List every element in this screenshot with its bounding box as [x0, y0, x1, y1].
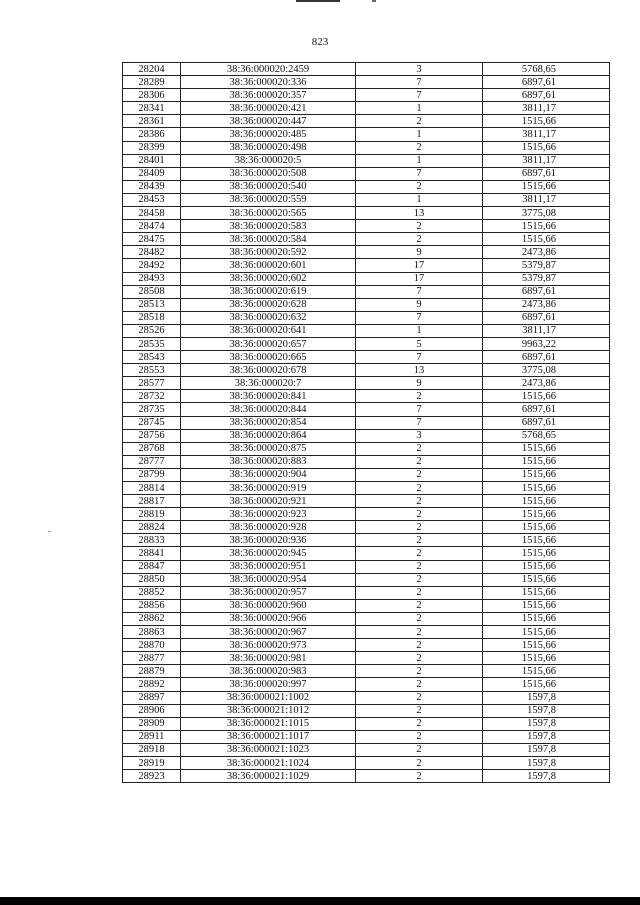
row-number-cell: 28892: [123, 678, 181, 691]
amount-cell: 1515,66: [483, 442, 610, 455]
amount-cell: 1515,66: [483, 586, 610, 599]
cadastral-number-cell: 38:36:000020:485: [181, 128, 356, 141]
quantity-cell: 17: [356, 272, 483, 285]
cadastral-number-cell: 38:36:000020:919: [181, 482, 356, 495]
row-number-cell: 28535: [123, 337, 181, 350]
row-number-cell: 28409: [123, 167, 181, 180]
amount-cell: 6897,61: [483, 351, 610, 364]
row-number-cell: 28513: [123, 298, 181, 311]
quantity-cell: 2: [356, 612, 483, 625]
table-row: [123, 403, 610, 416]
table-row: [123, 560, 610, 573]
cadastral-number-cell: 38:36:000020:7: [181, 377, 356, 390]
row-number-cell: 28526: [123, 324, 181, 337]
row-number-cell: 28877: [123, 652, 181, 665]
amount-cell: 1515,66: [483, 482, 610, 495]
quantity-cell: 2: [356, 141, 483, 154]
amount-cell: 1515,66: [483, 560, 610, 573]
row-number-cell: 28458: [123, 207, 181, 220]
table-row: [123, 193, 610, 206]
table-row: [123, 180, 610, 193]
row-number-cell: 28399: [123, 141, 181, 154]
cadastral-number-cell: 38:36:000020:540: [181, 180, 356, 193]
quantity-cell: 2: [356, 586, 483, 599]
quantity-cell: 1: [356, 102, 483, 115]
table-row: [123, 482, 610, 495]
amount-cell: 1515,66: [483, 390, 610, 403]
cadastral-number-cell: 38:36:000020:559: [181, 193, 356, 206]
cadastral-number-cell: 38:36:000020:2459: [181, 63, 356, 76]
cadastral-number-cell: 38:36:000020:954: [181, 573, 356, 586]
table-row: [123, 272, 610, 285]
quantity-cell: 9: [356, 377, 483, 390]
table-row: [123, 704, 610, 717]
table-body: [123, 63, 610, 783]
table-row: [123, 455, 610, 468]
quantity-cell: 3: [356, 63, 483, 76]
quantity-cell: 2: [356, 665, 483, 678]
row-number-cell: 28768: [123, 442, 181, 455]
amount-cell: 6897,61: [483, 311, 610, 324]
table-row: [123, 547, 610, 560]
quantity-cell: 2: [356, 534, 483, 547]
amount-cell: 5379,87: [483, 259, 610, 272]
amount-cell: 5768,65: [483, 63, 610, 76]
cadastral-number-cell: 38:36:000020:967: [181, 626, 356, 639]
table-row: [123, 285, 610, 298]
quantity-cell: 7: [356, 167, 483, 180]
cadastral-number-cell: 38:36:000020:447: [181, 115, 356, 128]
row-number-cell: 28735: [123, 403, 181, 416]
amount-cell: 1597,8: [483, 770, 610, 783]
quantity-cell: 7: [356, 311, 483, 324]
cadastral-number-cell: 38:36:000020:508: [181, 167, 356, 180]
quantity-cell: 2: [356, 115, 483, 128]
table-row: [123, 311, 610, 324]
cadastral-number-cell: 38:36:000020:565: [181, 207, 356, 220]
cadastral-number-cell: 38:36:000020:983: [181, 665, 356, 678]
table-row: [123, 141, 610, 154]
table-row: [123, 416, 610, 429]
quantity-cell: 2: [356, 180, 483, 193]
table-row: [123, 743, 610, 756]
quantity-cell: 2: [356, 639, 483, 652]
amount-cell: 1515,66: [483, 115, 610, 128]
amount-cell: 3811,17: [483, 102, 610, 115]
cadastral-number-cell: 38:36:000020:921: [181, 495, 356, 508]
amount-cell: 1515,66: [483, 639, 610, 652]
table-row: [123, 324, 610, 337]
table-row: [123, 154, 610, 167]
cadastral-number-cell: 38:36:000020:421: [181, 102, 356, 115]
amount-cell: 1515,66: [483, 626, 610, 639]
cadastral-number-cell: 38:36:000020:583: [181, 220, 356, 233]
amount-cell: 1597,8: [483, 730, 610, 743]
table-row: [123, 76, 610, 89]
row-number-cell: 28386: [123, 128, 181, 141]
bottom-scan-bar: [0, 897, 640, 905]
amount-cell: 1515,66: [483, 495, 610, 508]
cadastral-number-cell: 38:36:000020:678: [181, 364, 356, 377]
row-number-cell: 28833: [123, 534, 181, 547]
table-row: [123, 207, 610, 220]
cadastral-number-cell: 38:36:000020:957: [181, 586, 356, 599]
quantity-cell: 2: [356, 220, 483, 233]
table-row: [123, 770, 610, 783]
quantity-cell: 2: [356, 678, 483, 691]
row-number-cell: 28475: [123, 233, 181, 246]
quantity-cell: 2: [356, 233, 483, 246]
quantity-cell: 2: [356, 599, 483, 612]
amount-cell: 1597,8: [483, 691, 610, 704]
quantity-cell: 2: [356, 442, 483, 455]
row-number-cell: 28732: [123, 390, 181, 403]
row-number-cell: 28361: [123, 115, 181, 128]
quantity-cell: 2: [356, 770, 483, 783]
cadastral-number-cell: 38:36:000020:854: [181, 416, 356, 429]
quantity-cell: 2: [356, 495, 483, 508]
cadastral-number-cell: 38:36:000020:864: [181, 429, 356, 442]
row-number-cell: 28847: [123, 560, 181, 573]
table-row: [123, 442, 610, 455]
cadastral-number-cell: 38:36:000020:936: [181, 534, 356, 547]
row-number-cell: 28841: [123, 547, 181, 560]
amount-cell: 5379,87: [483, 272, 610, 285]
row-number-cell: 28518: [123, 311, 181, 324]
row-number-cell: 28897: [123, 691, 181, 704]
row-number-cell: 28577: [123, 377, 181, 390]
amount-cell: 1515,66: [483, 220, 610, 233]
table-row: [123, 468, 610, 481]
table-row: [123, 89, 610, 102]
quantity-cell: 2: [356, 756, 483, 769]
quantity-cell: 2: [356, 743, 483, 756]
quantity-cell: 7: [356, 351, 483, 364]
amount-cell: 1515,66: [483, 233, 610, 246]
amount-cell: 6897,61: [483, 76, 610, 89]
amount-cell: 1515,66: [483, 455, 610, 468]
quantity-cell: 13: [356, 364, 483, 377]
cadastral-number-cell: 38:36:000020:628: [181, 298, 356, 311]
row-number-cell: 28862: [123, 612, 181, 625]
table-row: [123, 351, 610, 364]
page-number: 823: [311, 36, 329, 48]
quantity-cell: 2: [356, 717, 483, 730]
cadastral-number-cell: 38:36:000020:981: [181, 652, 356, 665]
row-number-cell: 28474: [123, 220, 181, 233]
amount-cell: 1597,8: [483, 756, 610, 769]
quantity-cell: 2: [356, 482, 483, 495]
cadastral-number-cell: 38:36:000020:928: [181, 521, 356, 534]
cadastral-number-cell: 38:36:000020:923: [181, 508, 356, 521]
table-row: [123, 612, 610, 625]
table-row: [123, 298, 610, 311]
quantity-cell: 2: [356, 455, 483, 468]
table-row: [123, 495, 610, 508]
row-number-cell: 28911: [123, 730, 181, 743]
row-number-cell: 28817: [123, 495, 181, 508]
row-number-cell: 28852: [123, 586, 181, 599]
quantity-cell: 5: [356, 337, 483, 350]
table-row: [123, 521, 610, 534]
amount-cell: 1515,66: [483, 468, 610, 481]
top-scan-dot: [372, 0, 376, 2]
amount-cell: 2473,86: [483, 246, 610, 259]
quantity-cell: 1: [356, 324, 483, 337]
row-number-cell: 28756: [123, 429, 181, 442]
row-number-cell: 28508: [123, 285, 181, 298]
quantity-cell: 7: [356, 76, 483, 89]
cadastral-number-cell: 38:36:000020:997: [181, 678, 356, 691]
row-number-cell: 28909: [123, 717, 181, 730]
cadastral-number-cell: 38:36:000021:1024: [181, 756, 356, 769]
amount-cell: 6897,61: [483, 403, 610, 416]
row-number-cell: 28863: [123, 626, 181, 639]
amount-cell: 2473,86: [483, 377, 610, 390]
table-row: [123, 508, 610, 521]
amount-cell: 1515,66: [483, 573, 610, 586]
cadastral-number-cell: 38:36:000020:945: [181, 547, 356, 560]
cadastral-number-cell: 38:36:000021:1002: [181, 691, 356, 704]
amount-cell: 1515,66: [483, 678, 610, 691]
cadastral-number-cell: 38:36:000020:602: [181, 272, 356, 285]
amount-cell: 1515,66: [483, 652, 610, 665]
amount-cell: 1515,66: [483, 612, 610, 625]
table-row: [123, 665, 610, 678]
amount-cell: 3811,17: [483, 128, 610, 141]
quantity-cell: 2: [356, 468, 483, 481]
amount-cell: 6897,61: [483, 89, 610, 102]
cadastral-number-cell: 38:36:000021:1017: [181, 730, 356, 743]
amount-cell: 3775,08: [483, 207, 610, 220]
row-number-cell: 28553: [123, 364, 181, 377]
quantity-cell: 1: [356, 154, 483, 167]
cadastral-number-cell: 38:36:000020:883: [181, 455, 356, 468]
amount-cell: 6897,61: [483, 416, 610, 429]
quantity-cell: 2: [356, 521, 483, 534]
cadastral-number-cell: 38:36:000020:5: [181, 154, 356, 167]
row-number-cell: 28453: [123, 193, 181, 206]
table-row: [123, 220, 610, 233]
table-row: [123, 246, 610, 259]
cadastral-number-cell: 38:36:000020:844: [181, 403, 356, 416]
cadastral-number-cell: 38:36:000021:1012: [181, 704, 356, 717]
margin-scan-mark: [48, 531, 51, 532]
amount-cell: 1515,66: [483, 508, 610, 521]
amount-cell: 1515,66: [483, 599, 610, 612]
table-row: [123, 233, 610, 246]
quantity-cell: 2: [356, 560, 483, 573]
table-row: [123, 573, 610, 586]
row-number-cell: 28306: [123, 89, 181, 102]
cadastral-number-cell: 38:36:000020:966: [181, 612, 356, 625]
row-number-cell: 28824: [123, 521, 181, 534]
amount-cell: 3775,08: [483, 364, 610, 377]
amount-cell: 9963,22: [483, 337, 610, 350]
quantity-cell: 2: [356, 626, 483, 639]
cadastral-number-cell: 38:36:000020:336: [181, 76, 356, 89]
table-row: [123, 390, 610, 403]
table-row: [123, 717, 610, 730]
quantity-cell: 9: [356, 298, 483, 311]
row-number-cell: 28814: [123, 482, 181, 495]
amount-cell: 1515,66: [483, 665, 610, 678]
table-row: [123, 364, 610, 377]
cadastral-number-cell: 38:36:000020:973: [181, 639, 356, 652]
row-number-cell: 28439: [123, 180, 181, 193]
amount-cell: 1515,66: [483, 180, 610, 193]
cadastral-number-cell: 38:36:000020:641: [181, 324, 356, 337]
table-row: [123, 534, 610, 547]
quantity-cell: 7: [356, 285, 483, 298]
row-number-cell: 28492: [123, 259, 181, 272]
quantity-cell: 17: [356, 259, 483, 272]
quantity-cell: 3: [356, 429, 483, 442]
quantity-cell: 2: [356, 730, 483, 743]
amount-cell: 6897,61: [483, 167, 610, 180]
row-number-cell: 28819: [123, 508, 181, 521]
amount-cell: 2473,86: [483, 298, 610, 311]
cadastral-number-cell: 38:36:000020:619: [181, 285, 356, 298]
cadastral-number-cell: 38:36:000020:498: [181, 141, 356, 154]
row-number-cell: 28923: [123, 770, 181, 783]
cadastral-number-cell: 38:36:000020:841: [181, 390, 356, 403]
table-row: [123, 599, 610, 612]
cadastral-number-cell: 38:36:000020:632: [181, 311, 356, 324]
table-row: [123, 102, 610, 115]
row-number-cell: 28856: [123, 599, 181, 612]
quantity-cell: 2: [356, 573, 483, 586]
cadastral-number-cell: 38:36:000020:951: [181, 560, 356, 573]
cadastral-number-cell: 38:36:000020:592: [181, 246, 356, 259]
amount-cell: 1515,66: [483, 534, 610, 547]
table-row: [123, 756, 610, 769]
row-number-cell: 28289: [123, 76, 181, 89]
row-number-cell: 28919: [123, 756, 181, 769]
quantity-cell: 7: [356, 416, 483, 429]
row-number-cell: 28493: [123, 272, 181, 285]
row-number-cell: 28918: [123, 743, 181, 756]
row-number-cell: 28543: [123, 351, 181, 364]
table-row: [123, 63, 610, 76]
amount-cell: 1597,8: [483, 717, 610, 730]
cadastral-number-cell: 38:36:000020:601: [181, 259, 356, 272]
quantity-cell: 7: [356, 89, 483, 102]
cadastral-number-cell: 38:36:000020:665: [181, 351, 356, 364]
quantity-cell: 2: [356, 691, 483, 704]
row-number-cell: 28204: [123, 63, 181, 76]
table-row: [123, 639, 610, 652]
quantity-cell: 1: [356, 193, 483, 206]
row-number-cell: 28870: [123, 639, 181, 652]
quantity-cell: 7: [356, 403, 483, 416]
cadastral-number-cell: 38:36:000021:1015: [181, 717, 356, 730]
table-row: [123, 678, 610, 691]
cadastral-number-cell: 38:36:000020:657: [181, 337, 356, 350]
data-table: [122, 62, 610, 783]
table-row: [123, 429, 610, 442]
cadastral-number-cell: 38:36:000021:1023: [181, 743, 356, 756]
cadastral-number-cell: 38:36:000020:904: [181, 468, 356, 481]
table-row: [123, 586, 610, 599]
quantity-cell: 9: [356, 246, 483, 259]
row-number-cell: 28879: [123, 665, 181, 678]
amount-cell: 3811,17: [483, 324, 610, 337]
amount-cell: 6897,61: [483, 285, 610, 298]
row-number-cell: 28777: [123, 455, 181, 468]
cadastral-number-cell: 38:36:000020:875: [181, 442, 356, 455]
quantity-cell: 2: [356, 652, 483, 665]
row-number-cell: 28850: [123, 573, 181, 586]
quantity-cell: 2: [356, 704, 483, 717]
table-row: [123, 167, 610, 180]
quantity-cell: 13: [356, 207, 483, 220]
amount-cell: 1515,66: [483, 141, 610, 154]
row-number-cell: 28799: [123, 468, 181, 481]
table-row: [123, 730, 610, 743]
row-number-cell: 28745: [123, 416, 181, 429]
cadastral-number-cell: 38:36:000020:584: [181, 233, 356, 246]
amount-cell: 3811,17: [483, 154, 610, 167]
table-row: [123, 626, 610, 639]
amount-cell: 1597,8: [483, 704, 610, 717]
quantity-cell: 1: [356, 128, 483, 141]
row-number-cell: 28906: [123, 704, 181, 717]
quantity-cell: 2: [356, 508, 483, 521]
amount-cell: 1515,66: [483, 547, 610, 560]
amount-cell: 3811,17: [483, 193, 610, 206]
cadastral-number-cell: 38:36:000020:357: [181, 89, 356, 102]
table-row: [123, 115, 610, 128]
top-scan-mark: [296, 0, 340, 2]
quantity-cell: 2: [356, 547, 483, 560]
row-number-cell: 28482: [123, 246, 181, 259]
table-row: [123, 691, 610, 704]
table-row: [123, 128, 610, 141]
amount-cell: 5768,65: [483, 429, 610, 442]
cadastral-number-cell: 38:36:000020:960: [181, 599, 356, 612]
table-row: [123, 377, 610, 390]
row-number-cell: 28401: [123, 154, 181, 167]
quantity-cell: 2: [356, 390, 483, 403]
table-row: [123, 337, 610, 350]
amount-cell: 1515,66: [483, 521, 610, 534]
cadastral-number-cell: 38:36:000021:1029: [181, 770, 356, 783]
table-row: [123, 259, 610, 272]
amount-cell: 1597,8: [483, 743, 610, 756]
table-row: [123, 652, 610, 665]
row-number-cell: 28341: [123, 102, 181, 115]
